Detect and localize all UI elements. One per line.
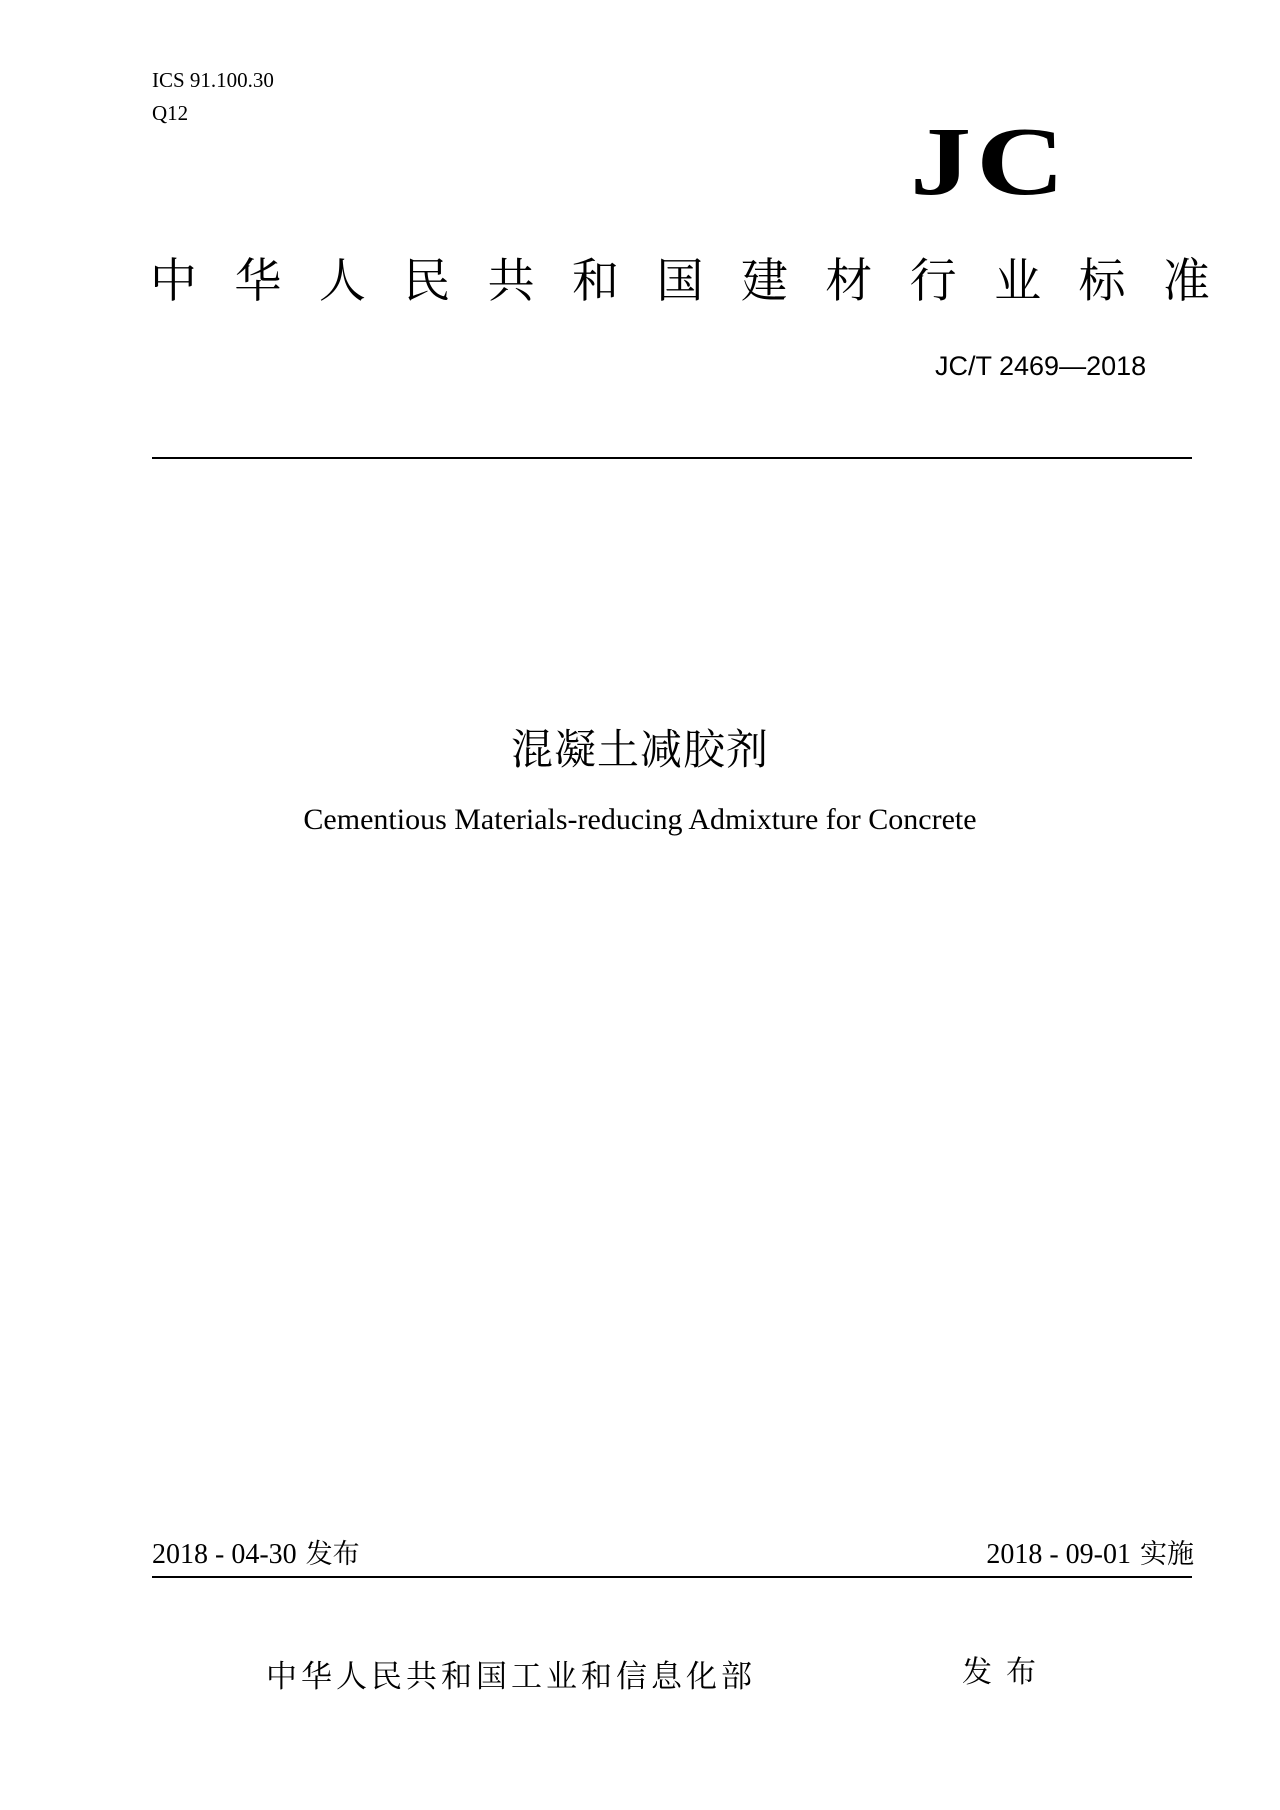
industry-title-char: 标 [1078, 254, 1126, 309]
industry-title-char: 业 [994, 254, 1042, 309]
industry-title-char: 华 [234, 254, 282, 309]
ccs-code: Q12 [152, 101, 189, 125]
industry-title-char: 行 [909, 254, 957, 309]
document-title-chinese: 混凝土减胶剂 [510, 725, 769, 774]
effective-date-label: 实施 [1140, 1539, 1194, 1570]
industry-title-char: 中 [150, 254, 197, 309]
effective-date-block [986, 1537, 1194, 1573]
industry-title-char: 准 [1162, 254, 1210, 309]
issue-date-block [152, 1537, 360, 1573]
industry-title-char: 材 [825, 254, 873, 309]
industry-title-char: 建 [740, 254, 788, 309]
bottom-divider [152, 1576, 1192, 1578]
effective-date: 2018 - 09-01 [986, 1539, 1131, 1570]
industry-title-char: 人 [318, 254, 366, 309]
standard-number: JC/T 2469—2018 [935, 351, 1147, 381]
industry-title-char: 和 [572, 254, 620, 309]
ics-code: ICS 91.100.30 [152, 68, 274, 92]
document-title-english: Cementious Materials-reducing Admixture for Concrete [303, 803, 977, 836]
footer-issue-label: 发布 [962, 1655, 1050, 1690]
industry-title-char: 民 [403, 254, 451, 309]
jc-logo: JC [910, 108, 1070, 216]
issue-date-label: 发布 [305, 1539, 360, 1570]
industry-title-char: 共 [487, 254, 535, 309]
industry-title-char: 国 [656, 254, 704, 309]
issuing-authority: 中华人民共和国工业和信息化部 [266, 1659, 756, 1695]
issue-date: 2018 - 04-30 [152, 1539, 297, 1570]
top-divider [152, 457, 1192, 459]
industry-standard-title [150, 252, 1210, 312]
